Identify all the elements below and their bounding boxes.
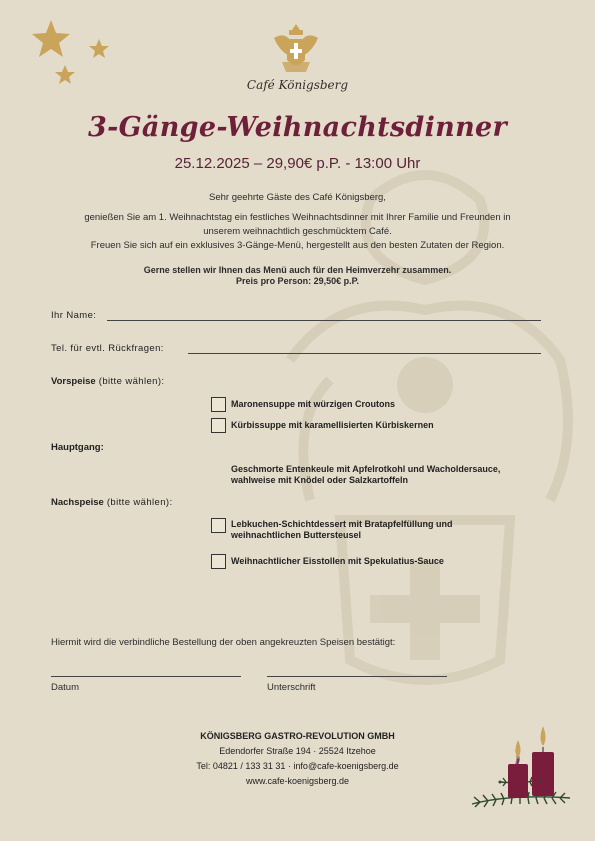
phone-field[interactable] bbox=[188, 353, 541, 354]
brand-name: Café Königsberg bbox=[246, 78, 349, 92]
footer-company: KÖNIGSBERG GASTRO-REVOLUTION GMBH bbox=[200, 731, 395, 741]
footer-contact: Tel: 04821 / 133 31 31 · info@cafe-koenigsberg.de bbox=[196, 761, 399, 771]
starter-option-2-label: Kürbissuppe mit karamellisierten Kürbiskernen bbox=[231, 420, 434, 430]
crest-logo-icon bbox=[270, 22, 322, 76]
starter-option-2-checkbox[interactable] bbox=[211, 418, 226, 433]
greeting: Sehr geehrte Gäste des Café Königsberg, bbox=[209, 192, 386, 203]
date-field[interactable] bbox=[51, 676, 241, 677]
advent-candles-icon bbox=[470, 722, 575, 817]
dessert-option-1-line-2: weihnachtlichen Buttersteusel bbox=[231, 530, 362, 540]
main-dish-line-2: wahlweise mit Knödel oder Salzkartoffeln bbox=[231, 475, 409, 485]
confirmation-text: Hiermit wird die verbindliche Bestellung der oben angekreuzten Speisen bestätigt: bbox=[51, 637, 396, 648]
signature-label: Unterschrift bbox=[267, 682, 316, 693]
intro-line-3: Freuen Sie sich auf ein exklusives 3-Gänge-Menü, hergestellt aus den besten Zutaten der Region. bbox=[90, 240, 505, 251]
page-title: 3-Gänge-Weihnachtsdinner bbox=[87, 112, 507, 143]
footer-address: Edendorfer Straße 194 · 25524 Itzehoe bbox=[219, 746, 376, 756]
name-field[interactable] bbox=[107, 320, 541, 321]
intro-line-1: genießen Sie am 1. Weihnachtstag ein festliches Weihnachtsdinner mit Ihrer Familie und Freunden in bbox=[84, 212, 511, 223]
starter-option-1-label: Maronensuppe mit würzigen Croutons bbox=[231, 399, 396, 409]
starter-heading: Vorspeise (bitte wählen): bbox=[51, 376, 165, 387]
footer-website[interactable]: www.cafe-koenigsberg.de bbox=[245, 776, 350, 786]
phone-label: Tel. für evtl. Rückfragen: bbox=[51, 343, 164, 354]
main-dish-line-1: Geschmorte Entenkeule mit Apfelrotkohl und Wacholdersauce, bbox=[231, 464, 501, 474]
dessert-option-2-label: Weihnachtlicher Eisstollen mit Spekulatius-Sauce bbox=[231, 556, 444, 566]
dessert-option-2-checkbox[interactable] bbox=[211, 554, 226, 569]
takeaway-note: Gerne stellen wir Ihnen das Menü auch für den Heimverzehr zusammen. bbox=[143, 265, 452, 275]
event-subtitle: 25.12.2025 – 29,90€ p.P. - 13:00 Uhr bbox=[174, 155, 421, 172]
takeaway-price: Preis pro Person: 29,50€ p.P. bbox=[236, 276, 359, 286]
dessert-option-1-checkbox[interactable] bbox=[211, 518, 226, 533]
signature-field[interactable] bbox=[267, 676, 447, 677]
main-heading: Hauptgang: bbox=[51, 442, 104, 453]
date-label: Datum bbox=[51, 682, 79, 693]
dessert-heading: Nachspeise (bitte wählen): bbox=[51, 497, 173, 508]
name-label: Ihr Name: bbox=[51, 310, 97, 321]
intro-line-2: unserem weihnachtlich geschmücktem Café. bbox=[203, 226, 392, 237]
dessert-option-1-line-1: Lebkuchen-Schichtdessert mit Bratapfelfüllung und bbox=[231, 519, 453, 529]
starter-option-1-checkbox[interactable] bbox=[211, 397, 226, 412]
